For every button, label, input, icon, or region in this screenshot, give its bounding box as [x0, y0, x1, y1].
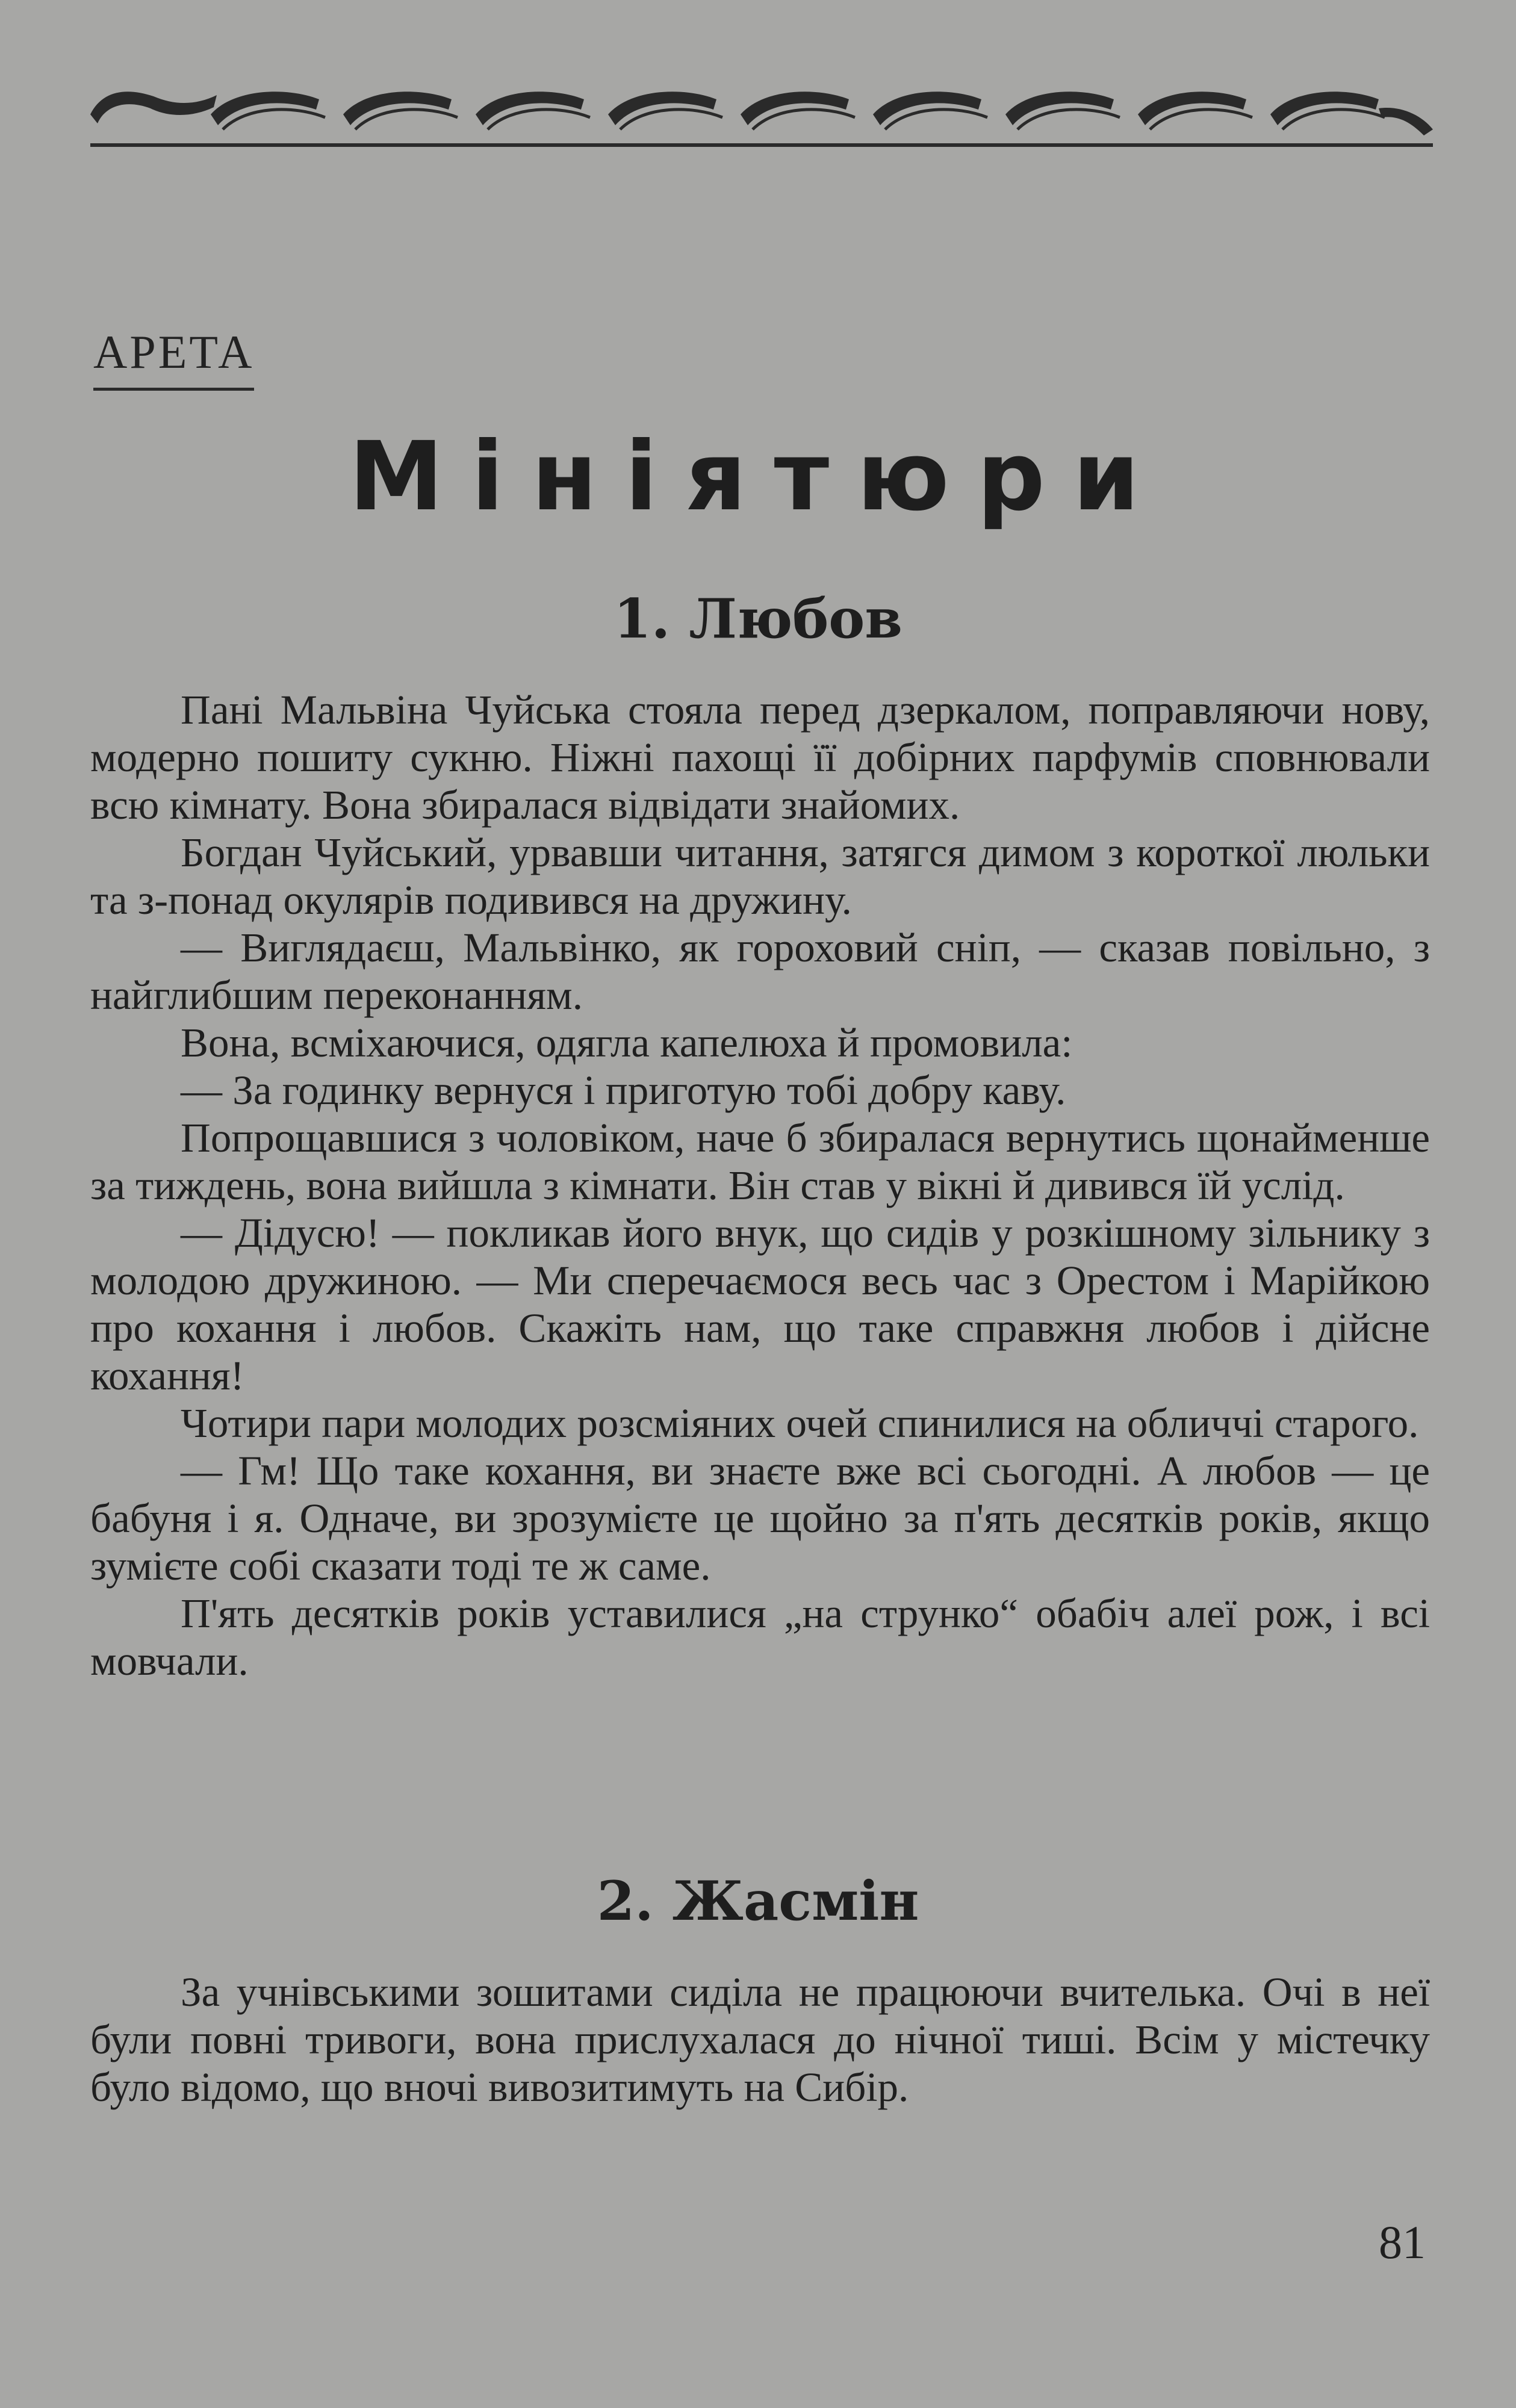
section-body	[90, 1969, 1430, 2111]
paragraph: — Дідусю! — покликав його внук, що сидів у розкішному зільнику з молодою дружиною. — Ми сперечаємося весь час з Орестом і Марійкою про кохання і любов. Скажіть нам, що таке справжня любов і дійсне кохання!	[90, 1210, 1430, 1398]
paragraph: — Гм! Що таке кохання, ви знаєте вже всі сьогодні. А любов — це бабуня і я. Одначе, ви зрозумієте це щойно за п'ять десятків років, якщо зумієте собі сказати тоді те ж саме.	[90, 1448, 1430, 1589]
paragraph: — Виглядаєш, Мальвінко, як гороховий сніп, — сказав повільно, з найглибшим переконанням.	[90, 925, 1430, 1018]
section-body	[90, 686, 1430, 1685]
paragraph: — За годинку вернуся і приготую тобі добру каву.	[181, 1067, 1066, 1113]
page-title: Мініятюри	[349, 421, 1167, 532]
paragraph: За учнівськими зошитами сиділа не працюючи вчителька. Очі в неї були повні тривоги, вона прислухалася до нічної тиші. Всім у містечку було відомо, що вночі вивозитимуть на Сибір.	[90, 1969, 1430, 2110]
paragraph: Пані Мальвіна Чуйська стояла перед дзеркалом, поправляючи нову, модерно пошиту сукню. Ніжні пахощі її добірних парфумів сповнювали всю кімнату. Вона збиралася відвідати знайомих.	[90, 687, 1430, 828]
paragraph: Попрощавшися з чоловіком, наче б збиралася вернутись щонайменше за тиждень, вона вийшла з кімнати. Він став у вікні й дивився їй услід.	[90, 1115, 1430, 1208]
paragraph: Вона, всміхаючися, одягла капелюха й промовила:	[181, 1020, 1073, 1066]
author-name: АРЕТА	[93, 325, 254, 391]
paragraph: П'ять десятків років уставилися „на струнко“ обабіч алеї рож, і всі мовчали.	[90, 1590, 1430, 1684]
paragraph: Богдан Чуйський, урвавши читання, затягся димом з короткої люльки та з-понад окулярів подивився на дружину.	[90, 830, 1430, 923]
section-heading: 1. Любов	[614, 587, 902, 651]
section-heading: 2. Жасмін	[597, 1869, 919, 1933]
page-number: 81	[1379, 2216, 1426, 2268]
decorative-header-ornament	[90, 72, 1433, 157]
paragraph: Чотири пари молодих розсміяних очей спинилися на обличчі старого.	[181, 1400, 1419, 1446]
